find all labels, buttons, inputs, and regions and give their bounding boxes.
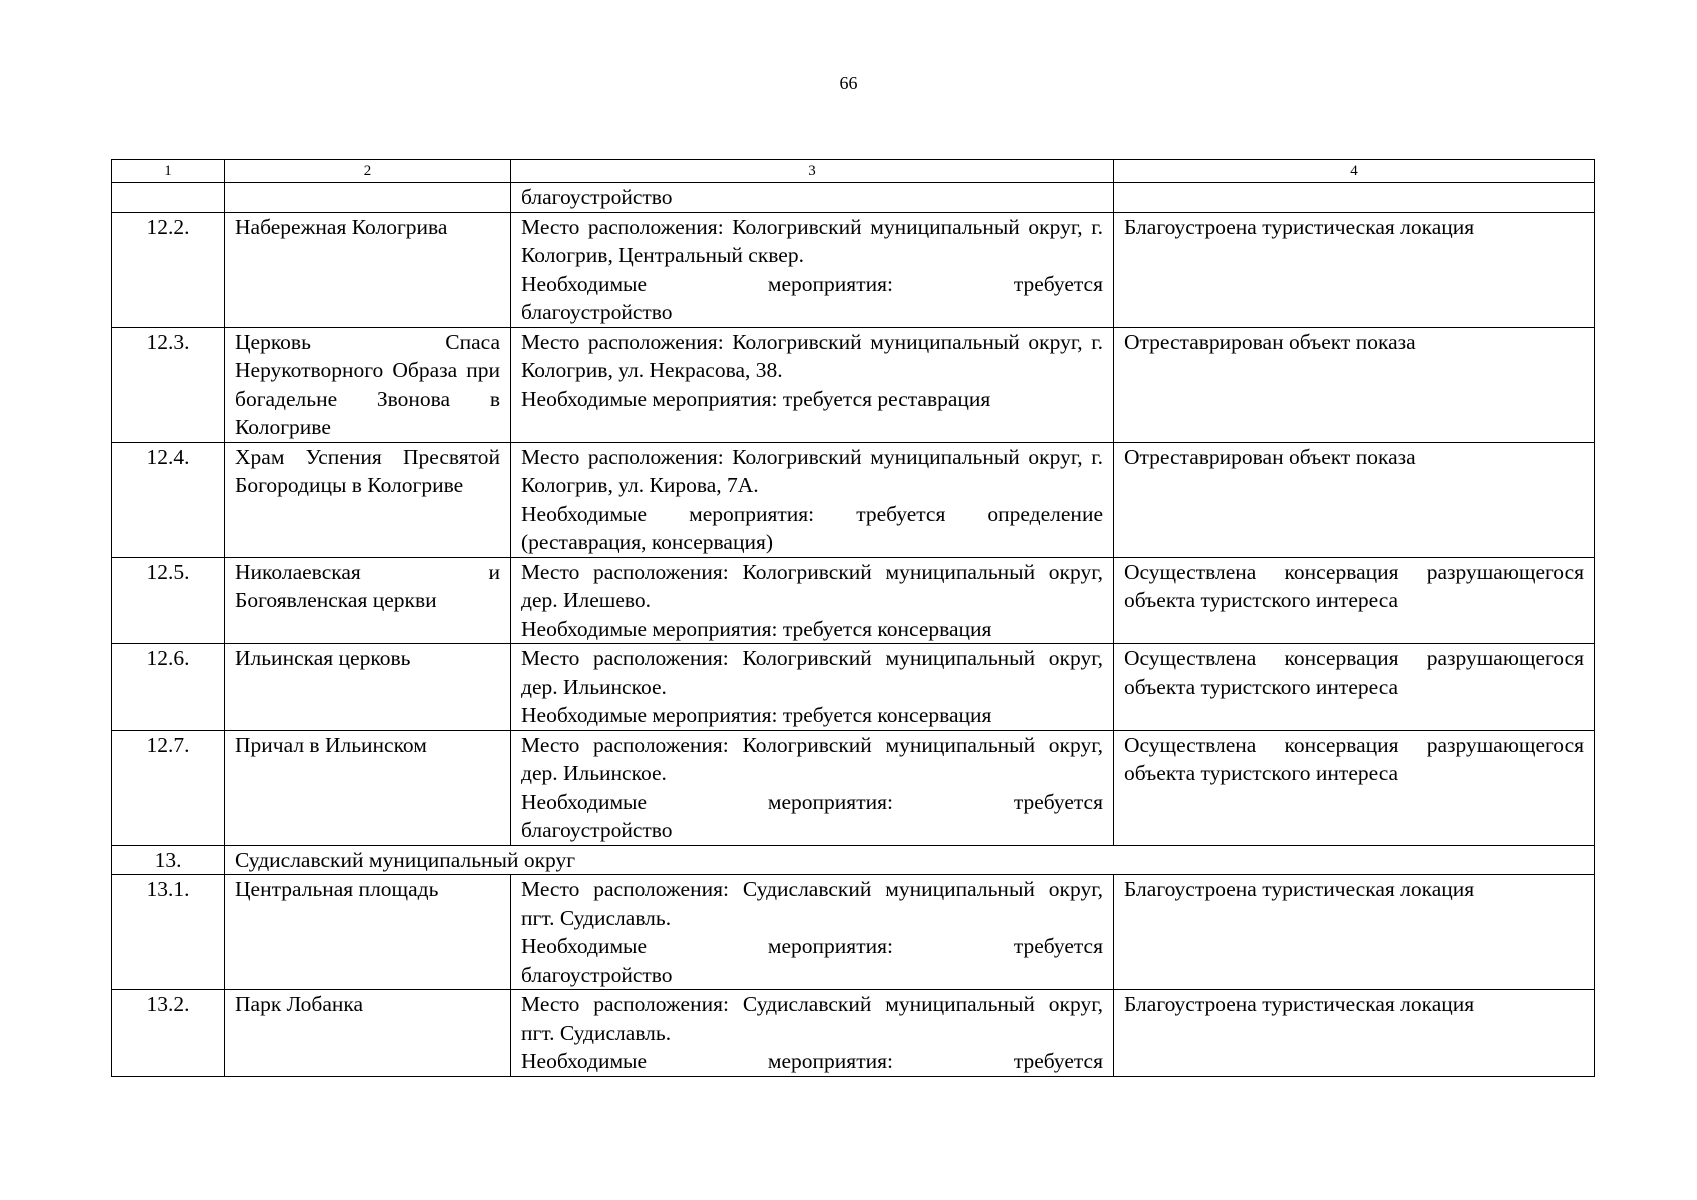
measures-tail: благоустройство (521, 962, 673, 987)
column-number-row (112, 160, 1595, 183)
table-row (112, 557, 1595, 644)
location-text: Место расположения: Кологривский муниципальный округ, дер. Ильинское. (521, 646, 1103, 699)
object-details (511, 557, 1114, 644)
row-number: 12.3. (112, 327, 225, 442)
measures-text: Необходимые мероприятия: требуется (521, 1049, 1103, 1073)
measures-tail: благоустройство (521, 818, 673, 842)
cell-empty (1114, 183, 1595, 213)
measures-text: Необходимые мероприятия: требуется (521, 271, 1103, 296)
object-details (511, 875, 1114, 990)
expected-result: Осуществлена консервация разрушающегося объекта туристского интереса (1114, 730, 1595, 845)
measures-tail: благоустройство (521, 300, 673, 324)
expected-result: Отреставрирован объект показа (1114, 442, 1595, 557)
table-row (112, 442, 1595, 557)
object-details (511, 327, 1114, 442)
table-row (112, 730, 1595, 845)
expected-result: Благоустроена туристическая локация (1114, 990, 1595, 1077)
continuation-row (112, 183, 1595, 213)
objects-table (111, 159, 1595, 1077)
row-number: 12.4. (112, 442, 225, 557)
page-number: 66 (839, 73, 858, 93)
object-details (511, 644, 1114, 731)
object-name: Храм Успения Пресвятой Богородицы в Кологриве (225, 442, 511, 557)
expected-result: Отреставрирован объект показа (1114, 327, 1595, 442)
column-number: 2 (225, 160, 511, 183)
row-number: 13.2. (112, 990, 225, 1077)
location-text: Место расположения: Судиславский муниципальный округ, пгт. Судиславль. (521, 992, 1103, 1045)
object-details (511, 990, 1114, 1077)
measures-text: Необходимые мероприятия: требуется определение (реставрация, консервация) (521, 501, 1103, 554)
location-text: Место расположения: Кологривский муниципальный округ, г. Кологрив, ул. Некрасова, 38. (521, 329, 1103, 382)
object-details (511, 212, 1114, 327)
cell-empty (112, 183, 225, 213)
measures-text: Необходимые мероприятия: требуется (521, 789, 1103, 814)
column-number: 1 (112, 160, 225, 183)
measures-text: Необходимые мероприятия: требуется (521, 934, 1103, 958)
object-details (511, 442, 1114, 557)
table-row (112, 212, 1595, 327)
column-number: 3 (511, 160, 1114, 183)
row-number: 13.1. (112, 875, 225, 990)
location-text: Место расположения: Кологривский муниципальный округ, г. Кологрив, ул. Кирова, 7А. (521, 444, 1103, 497)
cell-empty (225, 183, 511, 213)
table-row (112, 327, 1595, 442)
measures-text: Необходимые мероприятия: требуется консервация (521, 703, 992, 727)
section-row (112, 845, 1595, 875)
location-text: Место расположения: Кологривский муниципальный округ, дер. Ильинское. (521, 732, 1103, 785)
row-number: 12.7. (112, 730, 225, 845)
section-title: Судиславский муниципальный округ (225, 845, 1595, 875)
object-name: Парк Лобанка (225, 990, 511, 1077)
object-name: Причал в Ильинском (225, 730, 511, 845)
measures-text: Необходимые мероприятия: требуется реставрация (521, 386, 991, 411)
table-row (112, 644, 1595, 731)
location-text: Место расположения: Судиславский муниципальный округ, пгт. Судиславль. (521, 877, 1103, 930)
expected-result: Благоустроена туристическая локация (1114, 212, 1595, 327)
object-name: Набережная Кологрива (225, 212, 511, 327)
continuation-text: благоустройство (511, 183, 1114, 213)
row-number: 12.6. (112, 644, 225, 731)
row-number: 12.2. (112, 212, 225, 327)
measures-text: Необходимые мероприятия: требуется консервация (521, 616, 992, 641)
table-row (112, 875, 1595, 990)
expected-result: Осуществлена консервация разрушающегося объекта туристского интереса (1114, 557, 1595, 644)
table-row (112, 990, 1595, 1077)
object-name: Ильинская церковь (225, 644, 511, 731)
object-name: Церковь Спаса Нерукотворного Образа при богадельне Звонова в Кологриве (225, 327, 511, 442)
location-text: Место расположения: Кологривский муниципальный округ, дер. Илешево. (521, 559, 1103, 612)
object-details (511, 730, 1114, 845)
row-number: 12.5. (112, 557, 225, 644)
expected-result: Благоустроена туристическая локация (1114, 875, 1595, 990)
location-text: Место расположения: Кологривский муниципальный округ, г. Кологрив, Центральный сквер. (521, 214, 1103, 267)
section-number: 13. (112, 845, 225, 875)
object-name: Николаевская и Богоявленская церкви (225, 557, 511, 644)
object-name: Центральная площадь (225, 875, 511, 990)
column-number: 4 (1114, 160, 1595, 183)
expected-result: Осуществлена консервация разрушающегося объекта туристского интереса (1114, 644, 1595, 731)
